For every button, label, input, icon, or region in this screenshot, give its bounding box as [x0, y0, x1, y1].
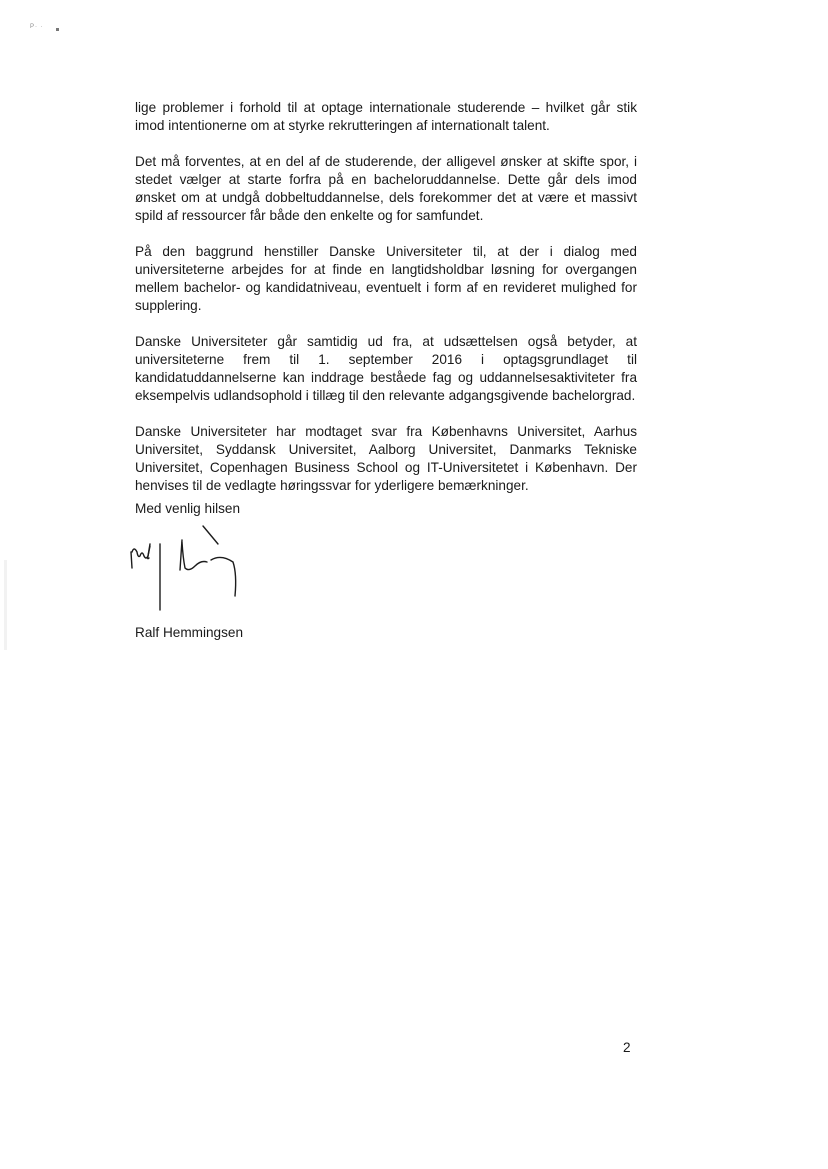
handwritten-signature — [125, 522, 250, 614]
scan-artifact-marks: P· · — [30, 24, 44, 30]
scan-edge-shadow — [4, 560, 7, 650]
scan-artifact-dot — [56, 28, 59, 31]
page-number: 2 — [623, 1040, 631, 1055]
paragraph-5: Danske Universiteter har modtaget svar fra Københavns Universitet, Aarhus Universitet, Syddansk Universitet, Aalborg Universitet, Danmarks Tekniske Universitet, Copenhagen Business School og IT-Universitetet i København. Der henvises til de vedlagte høringssvar for yderligere bemærkninger. — [135, 424, 637, 493]
paragraph-3: På den baggrund henstiller Danske Universiteter til, at der i dialog med universiteterne arbejdes for at finde en langtidsholdbar løsning for overgangen mellem bachelor- og kandidatniveau, eventuelt i form af en revideret mulighed for supplering. — [135, 244, 637, 313]
closing-salutation: Med venlig hilsen — [135, 501, 241, 516]
letter-body — [135, 99, 637, 513]
signer-name: Ralf Hemmingsen — [135, 625, 244, 640]
paragraph-2: Det må forventes, at en del af de studerende, der alligevel ønsker at skifte spor, i stedet vælger at starte forfra på en bacheloruddannelse. Dette går dels imod ønsket om at undgå dobbeltuddannelse, dels forekommer det at være et massivt spild af ressourcer får både den enkelte og for samfundet. — [135, 154, 637, 223]
paragraph-4: Danske Universiteter går samtidig ud fra, at udsættelsen også betyder, at universiteterne frem til 1. september 2016 i optagsgrundlaget til kandidatuddannelserne kan inddrage beståede fag og uddannelsesaktiviteter fra eksempelvis udlandsophold i tillæg til den relevante adgangsgivende bachelorgrad. — [135, 334, 637, 403]
paragraph-1: lige problemer i forhold til at optage internationale studerende – hvilket går stik imod intentionerne om at styrke rekrutteringen af internationalt talent. — [135, 100, 637, 133]
